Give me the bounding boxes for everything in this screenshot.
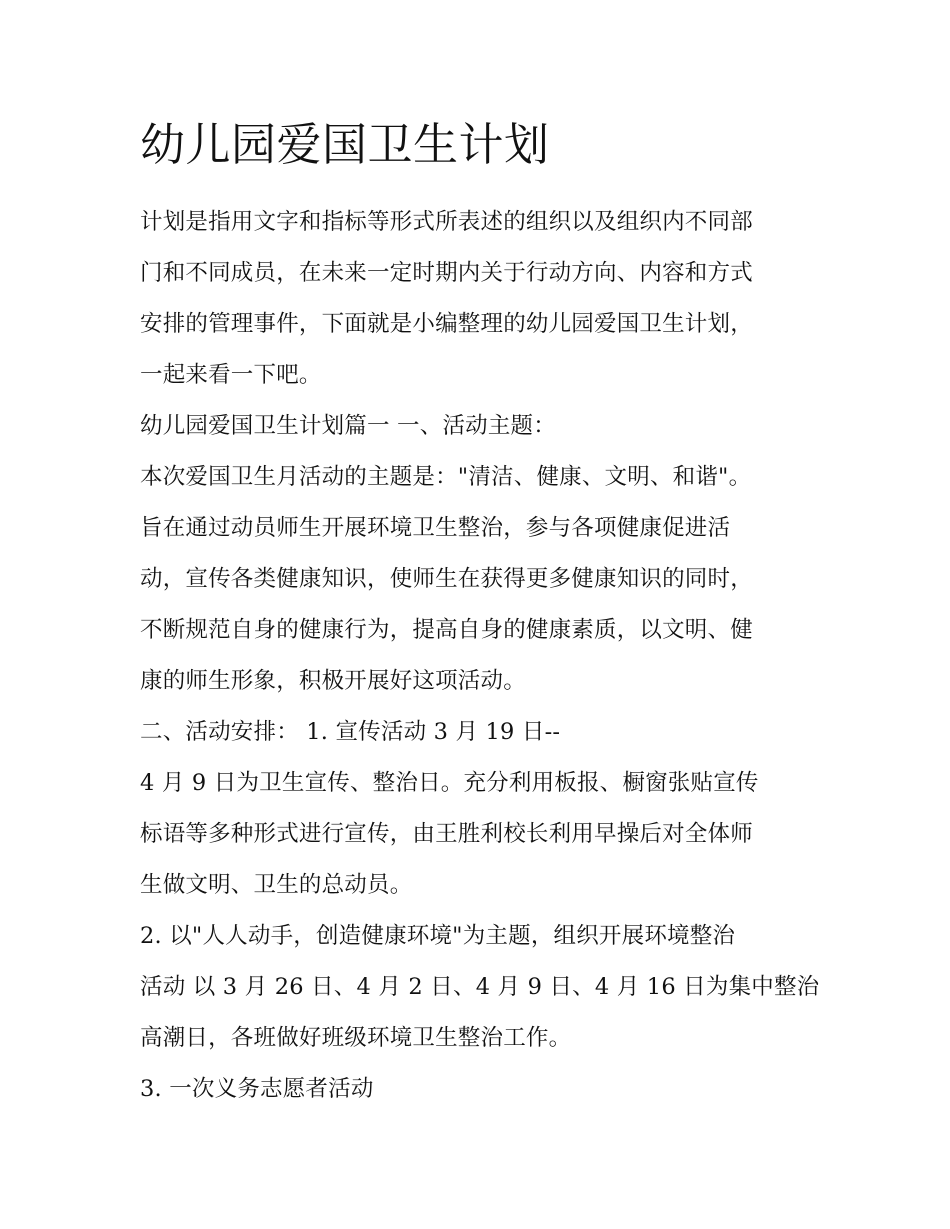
body-line: 标语等多种形式进行宣传，由王胜利校长利用早操后对全体师 <box>140 821 753 847</box>
body-line: 一起来看一下吧。 <box>140 362 322 388</box>
body-line: 康的师生形象，积极开展好这项活动。 <box>140 668 526 694</box>
body-line: 生做文明、卫生的总动员。 <box>140 872 413 898</box>
list-item-line: 2. 以"人人动手，创造健康环境"为主题，组织开展环境整治 <box>140 923 736 949</box>
body-line: 4 月 9 日为卫生宣传、整治日。充分利用板报、橱窗张贴宣传 <box>140 770 759 796</box>
list-item-line: 3. 一次义务志愿者活动 <box>140 1076 374 1102</box>
body-line: 活动 以 3 月 26 日、4 月 2 日、4 月 9 日、4 月 16 日为集中整治 <box>140 974 820 1000</box>
body-line: 本次爱国卫生月活动的主题是："清洁、健康、文明、和谐"。 <box>140 464 752 490</box>
document-title: 幼儿园爱国卫生计划 <box>140 118 550 171</box>
section-heading-line: 幼儿园爱国卫生计划篇一 一、活动主题： <box>140 413 556 439</box>
body-line: 旨在通过动员师生开展环境卫生整治，参与各项健康促进活 <box>140 515 731 541</box>
body-line: 安排的管理事件，下面就是小编整理的幼儿园爱国卫生计划， <box>140 311 753 337</box>
body-line: 不断规范自身的健康行为，提高自身的健康素质，以文明、健 <box>140 617 753 643</box>
body-line: 高潮日，各班做好班级环境卫生整治工作。 <box>140 1025 572 1051</box>
body-line: 计划是指用文字和指标等形式所表述的组织以及组织内不同部 <box>140 209 753 235</box>
body-line: 动，宣传各类健康知识，使师生在获得更多健康知识的同时， <box>140 566 753 592</box>
body-line: 门和不同成员，在未来一定时期内关于行动方向、内容和方式 <box>140 260 753 286</box>
section-heading-line: 二、活动安排： 1. 宣传活动 3 月 19 日-- <box>140 719 561 745</box>
document-body <box>140 197 830 1115</box>
